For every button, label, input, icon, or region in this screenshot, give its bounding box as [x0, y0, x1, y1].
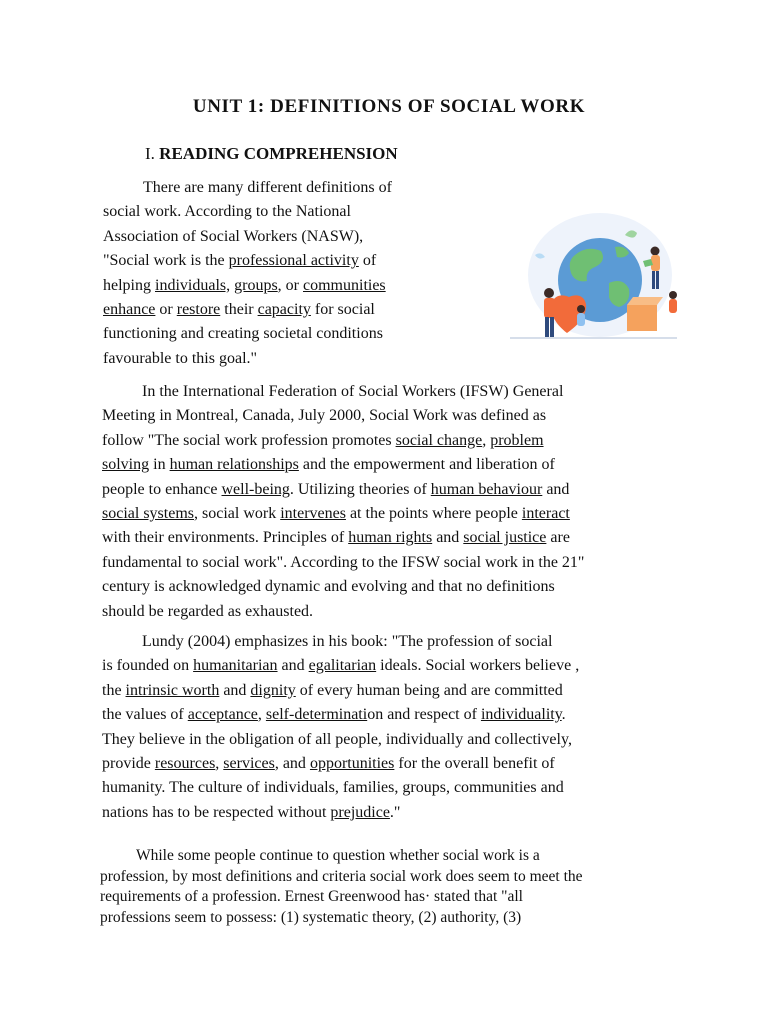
text-line: nations has to be respected without prejudice."	[102, 803, 401, 821]
text-line: functioning and creating societal conditions	[103, 325, 383, 343]
underlined-term: enhance	[103, 301, 156, 319]
underlined-term: intrinsic worth	[125, 681, 220, 699]
underlined-term: human rights	[348, 529, 433, 547]
text-line: people to enhance well-being. Utilizing theories of human behaviour and	[102, 480, 570, 498]
underlined-term: egalitarian	[308, 657, 377, 675]
underlined-term: solving	[102, 456, 150, 474]
text-line: Meeting in Montreal, Canada, July 2000, Social Work was defined as	[102, 407, 547, 425]
text-line: There are many different definitions of	[143, 179, 392, 196]
text-line: the intrinsic worth and dignity of every human being and are committed	[102, 681, 563, 699]
section-heading-text: READING COMPREHENSION	[159, 144, 398, 163]
underlined-term: individuals,	[155, 276, 231, 294]
text-line: provide resources, services, and opportunities for the overall benefit of	[102, 755, 555, 773]
paragraph-2	[102, 380, 654, 624]
paragraph-3	[102, 630, 654, 825]
underlined-term: social change	[395, 431, 483, 449]
underlined-term: services	[223, 755, 275, 773]
underlined-term: opportunities	[309, 755, 395, 773]
text-line: social work. According to the National	[103, 203, 351, 221]
text-line: In the International Federation of Social Workers (IFSW) General	[142, 383, 564, 400]
underlined-term: groups	[234, 276, 278, 294]
underlined-term: well-being	[221, 480, 290, 498]
text-line: requirements of a profession. Ernest Greenwood has· stated that "all	[100, 888, 523, 906]
underlined-term: intervenes	[280, 505, 346, 523]
underlined-term: resources	[154, 755, 216, 773]
section-heading	[145, 144, 398, 164]
text-line: profession, by most definitions and criteria social work does seem to meet the	[100, 867, 583, 885]
paragraph-1	[103, 176, 433, 371]
text-line: Lundy (2004) emphasizes in his book: "The profession of social	[142, 633, 553, 650]
underlined-term: problem	[490, 431, 544, 449]
text-line: fundamental to social work". According to the IFSW social work in the 21"	[102, 553, 585, 571]
paragraph-4	[100, 846, 645, 928]
text-line: solving in human relationships and the empowerment and liberation of	[102, 456, 555, 474]
text-line: the values of acceptance, self-determination and respect of individuality.	[102, 706, 566, 724]
underlined-term: professional activity	[228, 252, 359, 270]
underlined-term: interact	[521, 505, 570, 523]
underlined-term: social justice	[463, 529, 547, 547]
text-line: with their environments. Principles of human rights and social justice are	[102, 529, 570, 547]
text-line: helping individuals, groups, or communities	[103, 276, 386, 294]
underlined-term: restore	[176, 301, 221, 319]
text-line: professions seem to possess: (1) systematic theory, (2) authority, (3)	[100, 908, 522, 926]
page-title: UNIT 1: DEFINITIONS OF SOCIAL WORK	[192, 96, 586, 117]
underlined-term: acceptance	[187, 706, 258, 724]
underlined-term: self-determinati	[265, 706, 368, 724]
section-numeral: I.	[145, 144, 160, 163]
text-line: social systems, social work intervenes at the points where people interact	[102, 505, 570, 523]
text-line: is founded on humanitarian and egalitarian ideals. Social workers believe ,	[102, 657, 580, 675]
text-line: follow "The social work profession promotes social change, problem	[102, 431, 544, 449]
underlined-term: prejudice	[330, 803, 390, 821]
text-line: Association of Social Workers (NASW),	[103, 227, 364, 245]
text-line: favourable to this goal."	[103, 349, 258, 367]
text-line: humanity. The culture of individuals, families, groups, communities and	[102, 779, 564, 797]
text-line: "Social work is the professional activity of	[103, 252, 377, 270]
underlined-term: humanitarian	[193, 657, 278, 675]
underlined-term: dignity	[250, 681, 296, 699]
text-line: While some people continue to question whether social work is a	[136, 847, 540, 864]
text-line: century is acknowledged dynamic and evolving and that no definitions	[102, 578, 555, 596]
underlined-term: communities	[303, 276, 386, 294]
underlined-term: human behaviour	[430, 480, 543, 498]
text-line: enhance or restore their capacity for social	[103, 301, 375, 319]
volunteers-caring-for-globe-icon	[505, 205, 680, 345]
underlined-term: capacity	[257, 301, 311, 319]
text-line: should be regarded as exhausted.	[102, 602, 314, 620]
underlined-term: individuality	[480, 706, 562, 724]
underlined-term: human relationships	[169, 456, 299, 474]
underlined-term: social systems	[102, 505, 194, 523]
text-line: They believe in the obligation of all people, individually and collectively,	[102, 730, 572, 748]
